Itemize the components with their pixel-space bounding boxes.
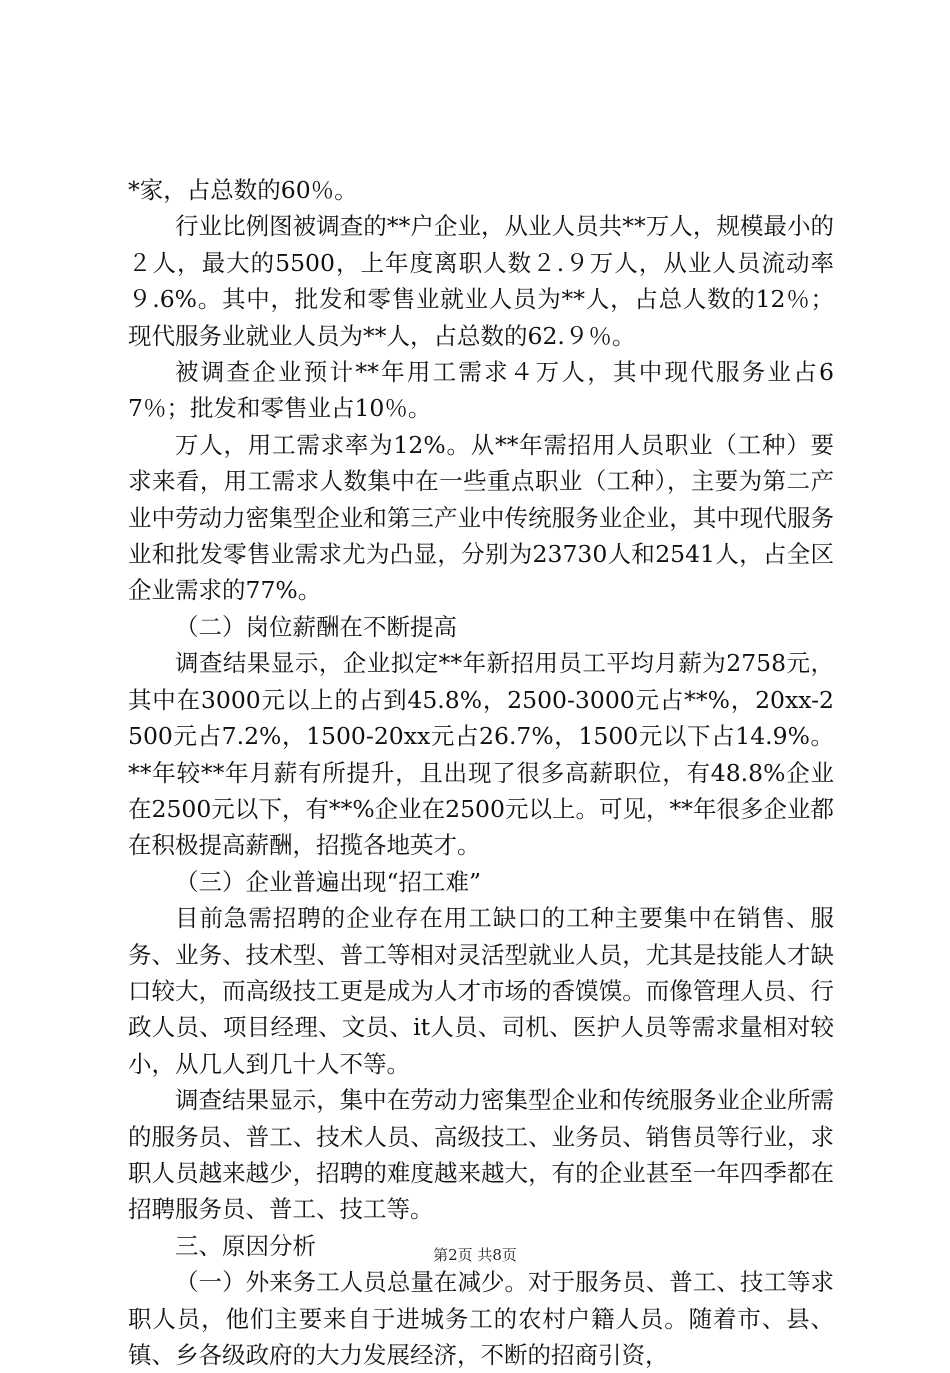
section-heading-cause-analysis: 三、原因分析 bbox=[175, 1231, 316, 1260]
paragraph-migrant-workers: （一）外来务工人员总量在减少。对于服务员、普工、技工等求职人员，他们主要来自于进城务工的农村户籍人员。随着市、县、镇、乡各级政府的大力发展经济，不断的招商引资， bbox=[128, 1268, 834, 1369]
paragraph-survey-result: 调查结果显示，集中在劳动力密集型企业和传统服务业企业所需的服务员、普工、技术人员、高级技工、业务员、销售员等行业，求职人员越来越少，招聘的难度越来越大，有的企业甚至一年四季都在招聘服务员、普工、技工等。 bbox=[128, 1086, 834, 1224]
paragraph-salary: 调查结果显示，企业拟定**年新招用员工平均月薪为2758元，其中在3000元以上的占到45.8%，2500-3000元占**%，20xx-2500元占7.2%，1500-20xx元占26.7%，1500元以下占14.9%。**年较**年月薪有所提升，且出现了很多高薪职位，有48.8%企业在2500元以下，有**%企业在2500元以上。可见，**年很多企业都在积极提高薪酬，招揽各地英才。 bbox=[128, 649, 834, 860]
paragraph-labor-gap: 目前急需招聘的企业存在用工缺口的工种主要集中在销售、服务、业务、技术型、普工等相对灵活型就业人员，尤其是技能人才缺口较大，而高级技工更是成为人才市场的香馍馍。而像管理人员、行政人员、项目经理、文员、it人员、司机、医护人员等需求量相对较小，从几人到几十人不等。 bbox=[128, 904, 834, 1078]
paragraph-continuation: *家，占总数的60％。 bbox=[128, 176, 358, 204]
document-body bbox=[128, 172, 834, 1373]
page-number-footer: 第2页 共8页 bbox=[433, 1246, 517, 1264]
section-heading-salary: （二）岗位薪酬在不断提高 bbox=[175, 612, 457, 641]
section-heading-recruiting-difficulty: （三）企业普遍出现“招工难” bbox=[175, 867, 482, 896]
paragraph-demand-rate: 万人，用工需求率为12%。从**年需招用人员职业（工种）要求来看，用工需求人数集中在一些重点职业（工种），主要为第二产业中劳动力密集型企业和第三产业中传统服务业企业，其中现代服务业和批发零售业需求尤为凸显，分别为23730人和2541人，占全区企业需求的77%。 bbox=[128, 430, 834, 605]
paragraph-labor-demand: 被调查企业预计**年用工需求４万人，其中现代服务业占67％；批发和零售业占10％。 bbox=[128, 358, 834, 423]
paragraph-industry-ratio: 行业比例图被调查的**户企业，从业人员共**万人，规模最小的２人，最大的5500，上年度离职人数２.９万人，从业人员流动率９.6%。其中，批发和零售业就业人员为**人，占总人数的12％；现代服务业就业人员为**人，占总数的62.９％。 bbox=[128, 212, 834, 350]
